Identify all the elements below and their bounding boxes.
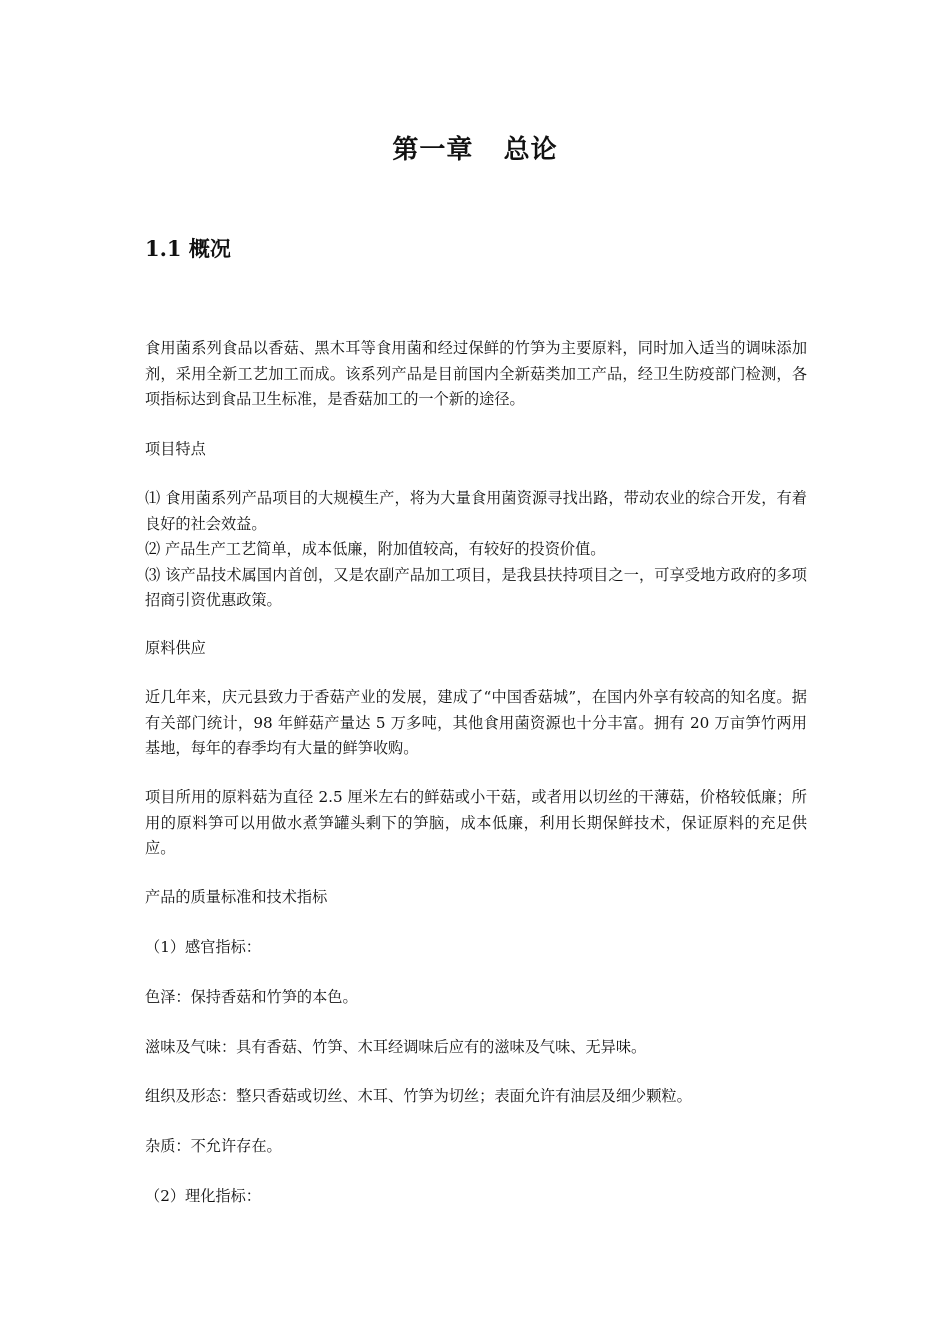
impurity-spec: 杂质：不允许存在。: [145, 1137, 282, 1155]
features-heading: 项目特点: [145, 440, 206, 458]
quality-heading: 产品的质量标准和技术指标: [145, 888, 328, 906]
taste-spec: 滋味及气味：具有香菇、竹笋、木耳经调味后应有的滋味及气味、无异味。: [145, 1038, 647, 1056]
texture-spec: 组织及形态：整只香菇或切丝、木耳、竹笋为切丝；表面允许有油层及细少颗粒。: [145, 1087, 692, 1105]
supply-paragraph-2: 项目所用的原料菇为直径 2.5 厘米左右的鲜菇或小干菇，或者用以切丝的干薄菇，价格较低廉；所用的原料笋可以用做水煮笋罐头剩下的笋脑，成本低廉，利用长期保鲜技术，保证原料的充足供应。: [145, 788, 807, 857]
physchem-heading: （2）理化指标：: [145, 1187, 261, 1205]
supply-heading: 原料供应: [145, 639, 206, 657]
feature-item: ⑶ 该产品技术属国内首创，又是农副产品加工项目，是我县扶持项目之一，可享受地方政府的多项招商引资优惠政策。: [145, 565, 807, 609]
color-spec: 色泽：保持香菇和竹笋的本色。: [145, 988, 358, 1006]
chapter-title: 第一章 总论: [392, 135, 558, 165]
feature-item: ⑴ 食用菌系列产品项目的大规模生产，将为大量食用菌资源寻找出路，带动农业的综合开发，有着良好的社会效益。: [145, 489, 807, 533]
supply-paragraph-1: 近几年来，庆元县致力于香菇产业的发展，建成了“中国香菇城”，在国内外享有较高的知名度。据有关部门统计，98 年鲜菇产量达 5 万多吨，其他食用菌资源也十分丰富。拥有 20 万亩笋竹两用基地，每年的春季均有大量的鲜笋收购。: [145, 688, 807, 757]
feature-item: ⑵ 产品生产工艺简单，成本低廉，附加值较高，有较好的投资价值。: [145, 540, 606, 558]
sensory-heading: （1）感官指标：: [145, 938, 261, 956]
intro-paragraph: 食用菌系列食品以香菇、黑木耳等食用菌和经过保鲜的竹笋为主要原料，同时加入适当的调味添加剂，采用全新工艺加工而成。该系列产品是目前国内全新菇类加工产品，经卫生防疫部门检测，各项指标达到食品卫生标准，是香菇加工的一个新的途径。: [145, 339, 807, 408]
features-list: [145, 486, 807, 614]
section-title: 1.1 概况: [145, 236, 231, 261]
